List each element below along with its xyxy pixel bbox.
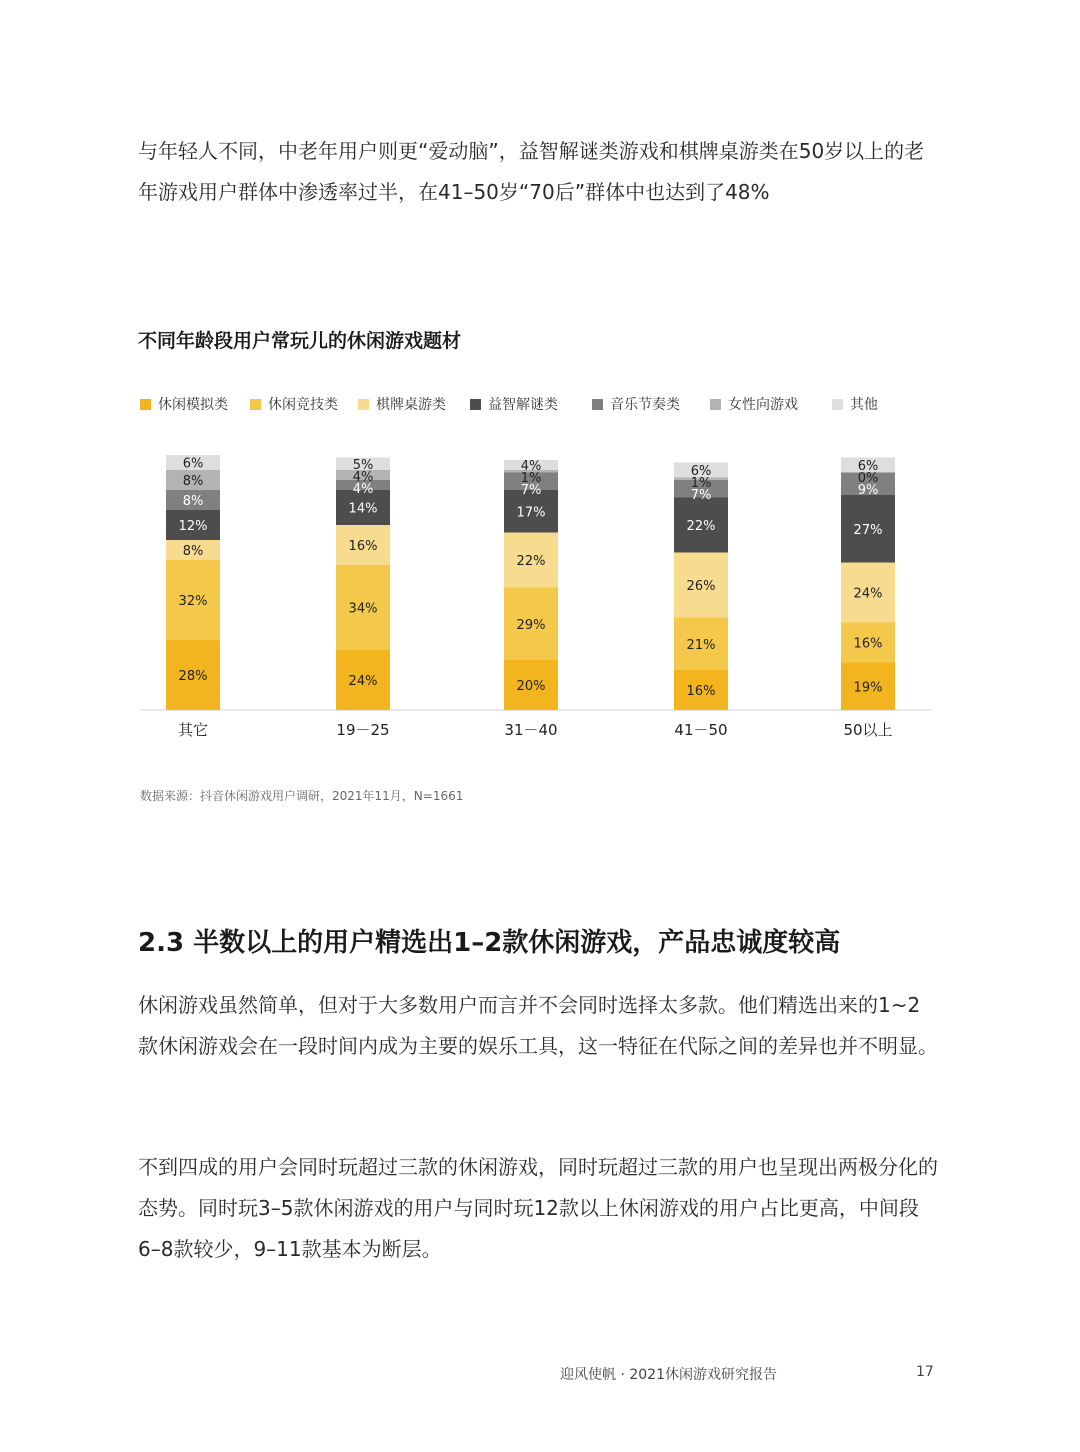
legend-swatch: [140, 399, 151, 410]
legend-swatch: [832, 399, 843, 410]
category-label: 31－40: [504, 721, 558, 739]
legend-item: [592, 394, 680, 414]
chart-legend: [140, 394, 940, 414]
data-label: 29%: [516, 617, 546, 633]
data-label: 5%: [352, 457, 374, 473]
legend-item: [358, 394, 446, 414]
data-label: 4%: [352, 481, 374, 497]
legend-label: 益智解谜类: [488, 397, 558, 413]
legend-swatch: [592, 399, 603, 410]
body-paragraph-1: 休闲游戏虽然简单，但对于大多数用户而言并不会同时选择太多款。他们精选出来的1~2款休闲游戏会在一段时间内成为主要的娱乐工具，这一特征在代际之间的差异也并不明显。: [138, 993, 938, 1058]
data-label: 0%: [857, 471, 879, 486]
data-label: 4%: [520, 459, 542, 474]
legend-swatch: [470, 399, 481, 410]
page-number: 17: [916, 1364, 934, 1380]
legend-item: [140, 394, 228, 414]
legend-item: [832, 394, 878, 414]
data-label: 34%: [348, 601, 378, 617]
legend-label: 女性向游戏: [728, 397, 798, 413]
data-label: 6%: [690, 464, 712, 479]
data-label: 16%: [348, 539, 378, 554]
legend-label: 休闲竞技类: [268, 397, 338, 413]
data-label: 28%: [178, 669, 208, 684]
data-label: 4%: [352, 469, 374, 485]
body-paragraph-2: 不到四成的用户会同时玩超过三款的休闲游戏，同时玩超过三款的用户也呈现出两极分化的态势。同时玩3–5款休闲游戏的用户与同时玩12款以上休闲游戏的用户占比更高，中间段6–8款较少，9–11款基本为断层。: [138, 1155, 938, 1261]
data-source-note: 数据来源：抖音休闲游戏用户调研，2021年11月，N=1661: [140, 789, 464, 803]
data-label: 9%: [857, 483, 879, 498]
category-label: 其它: [177, 721, 209, 739]
chart-title: 不同年龄段用户常玩儿的休闲游戏题材: [138, 330, 462, 352]
data-label: 6%: [857, 459, 879, 474]
section-heading: 2.3 半数以上的用户精选出1–2款休闲游戏，产品忠诚度较高: [138, 928, 841, 958]
category-label: 41－50: [674, 721, 728, 739]
legend-label: 休闲模拟类: [158, 397, 228, 413]
data-label: 22%: [686, 519, 716, 534]
data-label: 27%: [853, 522, 883, 538]
data-label: 16%: [853, 636, 883, 652]
data-label: 7%: [690, 488, 712, 503]
legend-label: 棋牌桌游类: [376, 397, 446, 413]
data-label: 1%: [520, 471, 542, 486]
legend-label: 其他: [850, 397, 878, 413]
data-label: 21%: [686, 637, 716, 653]
legend-swatch: [710, 399, 721, 410]
category-label: 19－25: [336, 721, 390, 739]
intro-paragraph: 与年轻人不同，中老年用户则更“爱动脑”，益智解谜类游戏和棋牌桌游类在50岁以上的老年游戏用户群体中渗透率过半，在41–50岁“70后”群体中也达到了48%: [138, 139, 925, 204]
data-label: 22%: [516, 554, 546, 569]
data-label: 20%: [516, 679, 546, 694]
data-label: 16%: [686, 684, 716, 699]
data-label: 32%: [178, 594, 208, 609]
data-label: 1%: [690, 476, 712, 491]
data-label: 12%: [178, 519, 208, 534]
data-label: 8%: [182, 474, 204, 489]
data-label: 8%: [182, 494, 204, 509]
legend-label: 音乐节奏类: [610, 397, 680, 413]
legend-item: [710, 394, 798, 414]
data-label: 7%: [520, 483, 542, 498]
category-label: 50以上: [843, 721, 893, 739]
data-label: 26%: [686, 579, 716, 594]
legend-item: [470, 394, 558, 414]
legend-swatch: [250, 399, 261, 410]
legend-swatch: [358, 399, 369, 410]
footer-report-title: 迎风使帆 · 2021休闲游戏研究报告: [560, 1367, 777, 1383]
stacked-bar-chart: [130, 440, 950, 750]
data-label: 6%: [182, 456, 204, 472]
data-label: 24%: [348, 674, 378, 689]
data-label: 24%: [853, 586, 883, 602]
legend-item: [250, 394, 338, 414]
data-label: 17%: [516, 505, 546, 521]
data-label: 19%: [853, 680, 883, 696]
data-label: 8%: [182, 544, 204, 559]
data-label: 14%: [348, 501, 378, 517]
